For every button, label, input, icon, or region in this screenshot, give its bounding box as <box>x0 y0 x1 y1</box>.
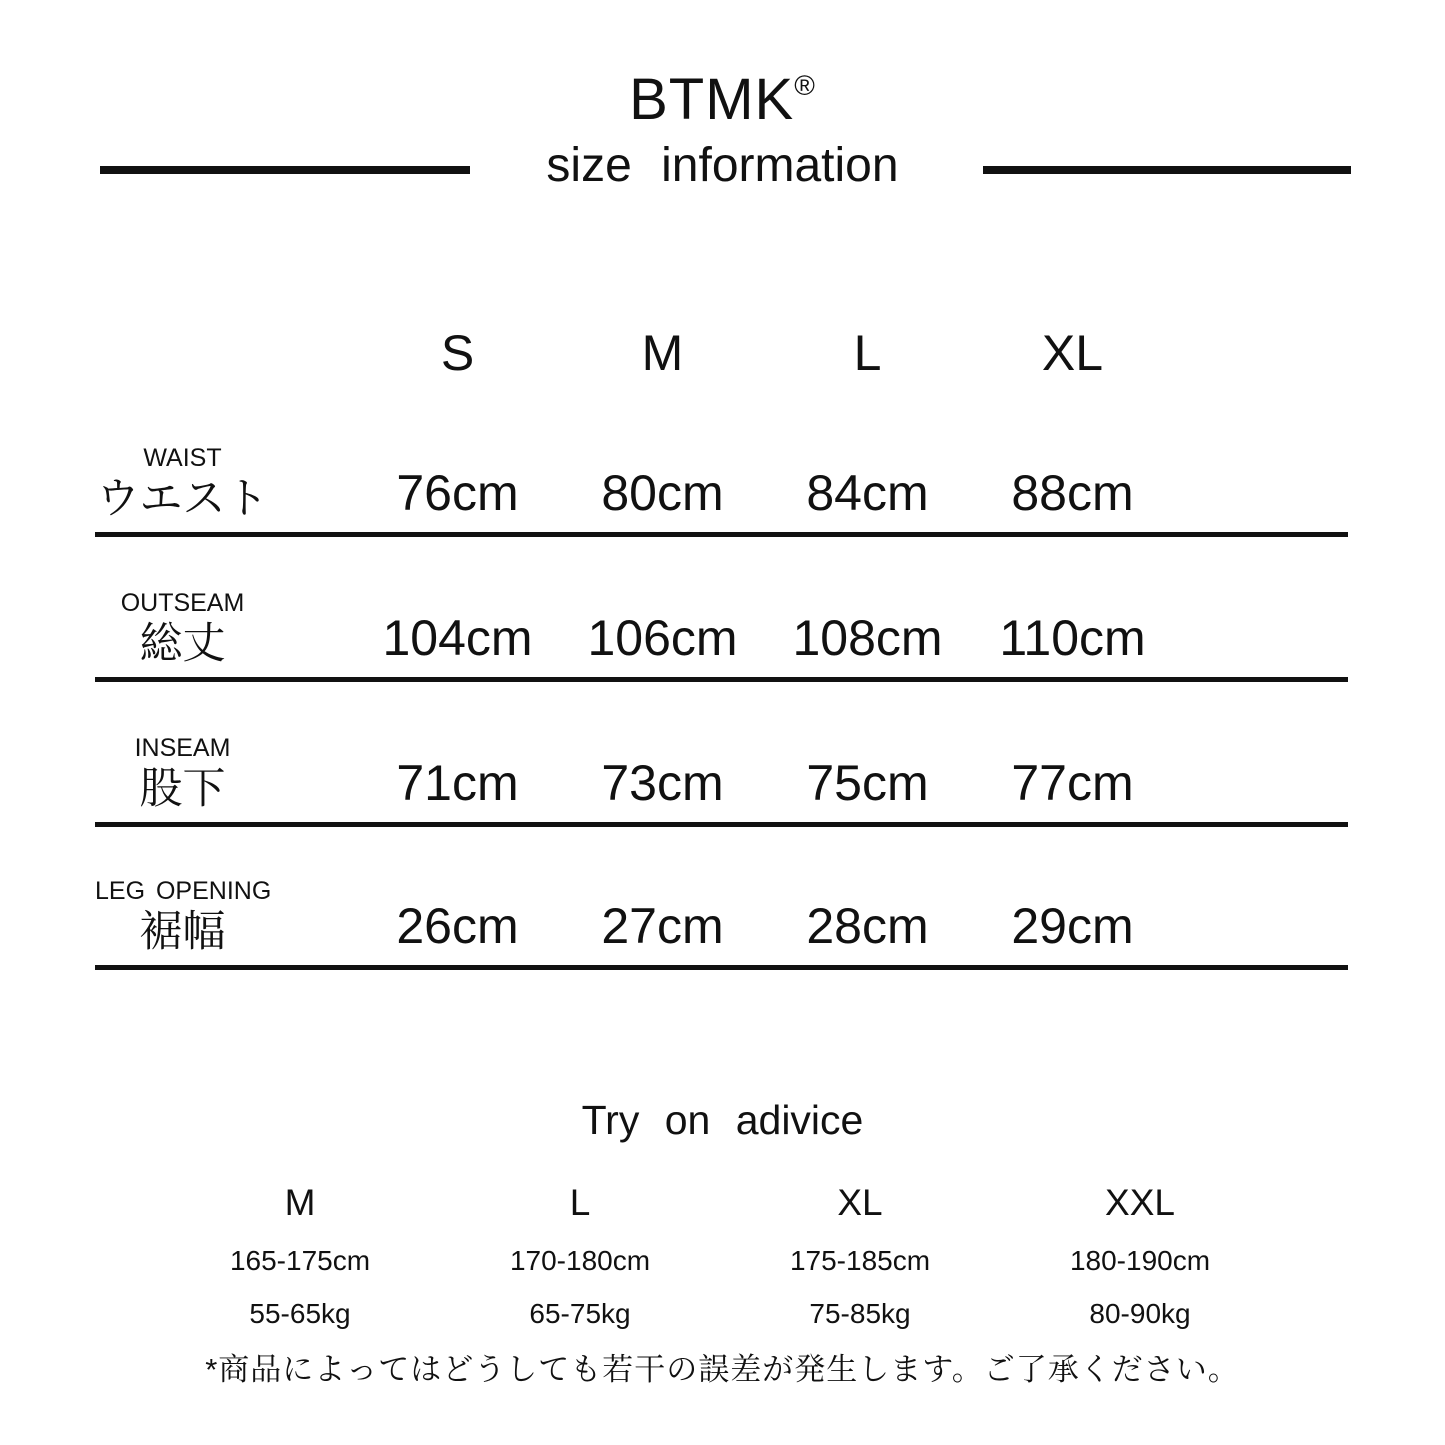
size-column-header-s: S <box>440 325 475 381</box>
tryon-height: 165-175cm <box>229 1245 371 1276</box>
tryon-col-m <box>160 1182 440 1330</box>
row-label-jp: 裾幅 <box>139 907 226 956</box>
tryon-weight: 80-90kg <box>1089 1298 1191 1329</box>
tryon-size: L <box>569 1182 591 1223</box>
row-label-jp: 総丈 <box>139 619 226 668</box>
tryon-size: M <box>284 1182 316 1223</box>
size-value-cell: 71cm <box>396 755 519 811</box>
size-value-cell: 80cm <box>601 465 724 521</box>
brand-name: BTMK <box>629 67 795 132</box>
row-label-jp: ウエスト <box>96 474 269 523</box>
row-label-outseam <box>95 588 270 677</box>
tryon-title: Try on adivice <box>581 1097 864 1143</box>
table-row-inseam <box>95 715 1348 827</box>
row-label-jp: 股下 <box>139 764 226 813</box>
size-value-cell: 29cm <box>1011 898 1134 954</box>
size-column-header-l: L <box>853 325 882 381</box>
tryon-advice-table <box>160 1182 1280 1330</box>
size-table-header <box>95 305 1348 401</box>
tryon-weight: 65-75kg <box>529 1298 631 1329</box>
size-value-cell: 110cm <box>999 610 1146 666</box>
size-value-cell: 27cm <box>601 898 724 954</box>
row-label-inseam <box>95 733 270 822</box>
row-label-en: OUTSEAM <box>120 589 245 618</box>
size-value-cell: 73cm <box>601 755 724 811</box>
tryon-col-xxl <box>1000 1182 1280 1330</box>
tryon-col-l <box>440 1182 720 1330</box>
row-label-leg-opening <box>95 876 270 965</box>
table-row-waist <box>95 425 1348 537</box>
page-title: size information <box>546 139 899 192</box>
size-value-cell: 106cm <box>587 610 738 666</box>
size-value-cell: 77cm <box>1011 755 1134 811</box>
table-row-outseam <box>95 570 1348 682</box>
size-value-cell: 26cm <box>396 898 519 954</box>
footnote: *商品によってはどうしても若干の誤差が発生します。ご了承ください。 <box>205 1352 1240 1387</box>
size-value-cell: 84cm <box>806 465 929 521</box>
row-label-en: WAIST <box>143 444 222 473</box>
row-label-waist <box>95 443 270 532</box>
size-value-cell: 75cm <box>806 755 929 811</box>
tryon-height: 175-185cm <box>789 1245 931 1276</box>
size-value-cell: 28cm <box>806 898 929 954</box>
table-row-leg-opening <box>95 858 1348 970</box>
tryon-size: XL <box>837 1182 883 1223</box>
tryon-col-xl <box>720 1182 1000 1330</box>
size-column-header-xl: XL <box>1041 325 1104 381</box>
size-value-cell: 76cm <box>396 465 519 521</box>
size-value-cell: 88cm <box>1011 465 1134 521</box>
brand-title <box>0 66 1445 133</box>
tryon-height: 170-180cm <box>509 1245 651 1276</box>
size-value-cell: 104cm <box>382 610 533 666</box>
tryon-size: XXL <box>1105 1182 1175 1223</box>
registered-mark: ® <box>794 70 816 101</box>
tryon-weight: 75-85kg <box>809 1298 911 1329</box>
size-column-header-m: M <box>641 325 684 381</box>
row-label-en: INSEAM <box>134 734 231 763</box>
tryon-weight: 55-65kg <box>249 1298 351 1329</box>
tryon-height: 180-190cm <box>1069 1245 1211 1276</box>
row-label-en: LEG OPENING <box>95 877 272 906</box>
size-value-cell: 108cm <box>792 610 943 666</box>
title-divider-right <box>983 166 1351 174</box>
